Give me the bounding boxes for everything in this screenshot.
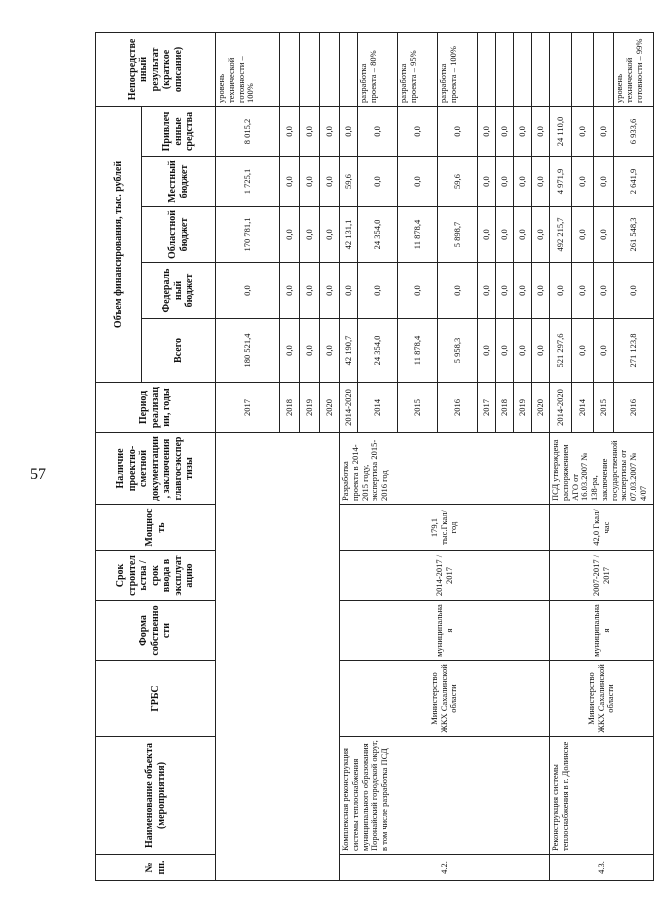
table-row [340, 32, 358, 880]
cell-period: 2015 [594, 383, 614, 433]
header-attracted: Привлеченные средства [142, 106, 216, 156]
cell-period: 2016 [438, 383, 478, 433]
cell-local: 0,0 [358, 157, 398, 207]
rotated-table-area [95, 33, 648, 881]
header-num: № пп. [96, 855, 216, 881]
table-row [216, 32, 280, 880]
object-docs: ПСД утверждена распоряжением АГО от 16.03.2007 № 138-ра, заключение государственной экспертизы от 07.03.2007 № 4/07 [550, 433, 654, 505]
cell-federal: 0,0 [358, 263, 398, 319]
cell-attracted: 0,0 [572, 106, 594, 156]
cell-attracted: 0,0 [496, 106, 514, 156]
header-term: Срок строительства / срок ввода в эксплуатацию [96, 551, 216, 601]
cell-federal: 0,0 [478, 263, 496, 319]
header-ownership: Форма собственности [96, 601, 216, 661]
object-name: Реконструкция системы теплоснабжения в г. Долинске [550, 737, 654, 855]
cell-period: 2014 [358, 383, 398, 433]
cell-result: разработка проекта – 95% [398, 32, 438, 106]
header-docs: Наличие проектно-сметной документации, заключения главгосэкспертизы [96, 433, 216, 505]
cell-federal: 0,0 [594, 263, 614, 319]
cell-regional: 0,0 [514, 207, 532, 263]
cell-local: 0,0 [478, 157, 496, 207]
cell-local: 2 641,9 [614, 157, 654, 207]
header-federal: Федеральный бюджет [142, 263, 216, 319]
cell-federal: 0,0 [438, 263, 478, 319]
cell-total: 42 190,7 [340, 319, 358, 383]
cell-period: 2020 [532, 383, 550, 433]
cell-regional: 0,0 [280, 207, 300, 263]
cell-period: 2018 [280, 383, 300, 433]
cell-local: 0,0 [398, 157, 438, 207]
header-capacity: Мощность [96, 505, 216, 551]
cell-local: 0,0 [320, 157, 340, 207]
cell-federal: 0,0 [280, 263, 300, 319]
cell-period: 2017 [478, 383, 496, 433]
cell-regional: 0,0 [572, 207, 594, 263]
cell-result [572, 32, 594, 106]
cell-federal: 0,0 [572, 263, 594, 319]
cell-total: 11 878,4 [398, 319, 438, 383]
cell-federal: 0,0 [216, 263, 280, 319]
cell-period: 2019 [300, 383, 320, 433]
cell-period: 2019 [514, 383, 532, 433]
cell-regional: 0,0 [320, 207, 340, 263]
cell-regional: 11 878,4 [398, 207, 438, 263]
rotated-table-wrapper [95, 33, 648, 881]
cell-regional: 42 131,1 [340, 207, 358, 263]
cell-period: 2015 [398, 383, 438, 433]
cell-regional: 5 898,7 [438, 207, 478, 263]
cell-regional: 0,0 [532, 207, 550, 263]
cell-regional: 492 215,7 [550, 207, 572, 263]
header-period: Период реализации, годы [96, 383, 216, 433]
cell-local: 0,0 [594, 157, 614, 207]
cell-attracted: 0,0 [594, 106, 614, 156]
cell-federal: 0,0 [514, 263, 532, 319]
cell-result [550, 32, 572, 106]
cell-result [300, 32, 320, 106]
cell-local: 1 725,1 [216, 157, 280, 207]
cell-period: 2016 [614, 383, 654, 433]
cell-federal: 0,0 [300, 263, 320, 319]
cell-result [496, 32, 514, 106]
header-result: Непосредственный результат (краткое описание) [96, 32, 216, 106]
object-ownership: муниципальная [550, 601, 654, 661]
cell-regional: 0,0 [478, 207, 496, 263]
cell-local: 0,0 [532, 157, 550, 207]
cell-attracted: 0,0 [532, 106, 550, 156]
header-financing: Объем финансирования, тыс. рублей [96, 106, 142, 382]
cell-federal: 0,0 [614, 263, 654, 319]
object-grbs: Министерство ЖКХ Сахалинской области [340, 661, 550, 737]
cell-local: 0,0 [300, 157, 320, 207]
cell-regional: 170 781,1 [216, 207, 280, 263]
cell-period: 2014-2020 [550, 383, 572, 433]
object-capacity: 42,0 Гкал/час [550, 505, 654, 551]
page-number: 57 [30, 466, 46, 483]
cell-local: 4 971,9 [550, 157, 572, 207]
cell-attracted: 0,0 [340, 106, 358, 156]
continued-object-blank [216, 433, 340, 881]
cell-attracted: 0,0 [478, 106, 496, 156]
cell-local: 59,6 [340, 157, 358, 207]
cell-attracted: 0,0 [280, 106, 300, 156]
object-ownership: муниципальная [340, 601, 550, 661]
cell-total: 0,0 [572, 319, 594, 383]
cell-total: 5 958,3 [438, 319, 478, 383]
cell-federal: 0,0 [398, 263, 438, 319]
cell-total: 0,0 [496, 319, 514, 383]
cell-federal: 0,0 [320, 263, 340, 319]
object-grbs: Министерство ЖКХ Сахалинской области [550, 661, 654, 737]
cell-result [478, 32, 496, 106]
cell-period: 2018 [496, 383, 514, 433]
cell-total: 24 354,0 [358, 319, 398, 383]
cell-local: 0,0 [280, 157, 300, 207]
cell-federal: 0,0 [340, 263, 358, 319]
cell-attracted: 0,0 [438, 106, 478, 156]
cell-result [594, 32, 614, 106]
object-term: 2014-2017 / 2017 [340, 551, 550, 601]
table-row [550, 32, 572, 880]
cell-federal: 0,0 [532, 263, 550, 319]
cell-period: 2017 [216, 383, 280, 433]
cell-total: 0,0 [532, 319, 550, 383]
object-docs: Разработка проекта в 2014-2015 году, экспертиза 2015-2016 год [340, 433, 550, 505]
cell-period: 2020 [320, 383, 340, 433]
object-term: 2007-2017 / 2017 [550, 551, 654, 601]
cell-total: 521 297,6 [550, 319, 572, 383]
cell-result [532, 32, 550, 106]
cell-attracted: 0,0 [514, 106, 532, 156]
cell-regional: 261 548,3 [614, 207, 654, 263]
header-regional: Областной бюджет [142, 207, 216, 263]
cell-total: 180 521,4 [216, 319, 280, 383]
cell-result: уровень технической готовности – 99% [614, 32, 654, 106]
cell-result: разработка проекта – 100% [438, 32, 478, 106]
cell-result [320, 32, 340, 106]
object-name: Комплексная реконструкция системы теплоснабжения муниципального образования Поронайский городской округ, в том числе разработка ПСД [340, 737, 550, 855]
cell-total: 0,0 [478, 319, 496, 383]
cell-regional: 0,0 [300, 207, 320, 263]
financing-table [95, 32, 654, 881]
cell-local: 0,0 [572, 157, 594, 207]
cell-attracted: 0,0 [320, 106, 340, 156]
cell-total: 0,0 [514, 319, 532, 383]
object-number: 4.3. [550, 855, 654, 881]
cell-total: 0,0 [300, 319, 320, 383]
header-local: Местный бюджет [142, 157, 216, 207]
header-total: Всего [142, 319, 216, 383]
object-capacity: 179,1 тыс.Гкал/год [340, 505, 550, 551]
cell-regional: 0,0 [496, 207, 514, 263]
cell-total: 0,0 [280, 319, 300, 383]
header-name: Наименование объекта (мероприятия) [96, 737, 216, 855]
cell-attracted: 6 933,6 [614, 106, 654, 156]
cell-total: 0,0 [594, 319, 614, 383]
cell-attracted: 0,0 [398, 106, 438, 156]
cell-attracted: 0,0 [358, 106, 398, 156]
cell-result [514, 32, 532, 106]
cell-federal: 0,0 [496, 263, 514, 319]
cell-total: 0,0 [320, 319, 340, 383]
table-body [216, 32, 654, 880]
cell-total: 271 123,8 [614, 319, 654, 383]
cell-period: 2014 [572, 383, 594, 433]
object-number: 4.2. [340, 855, 550, 881]
cell-attracted: 24 110,0 [550, 106, 572, 156]
cell-local: 0,0 [496, 157, 514, 207]
cell-result [340, 32, 358, 106]
header-grbs: ГРБС [96, 661, 216, 737]
cell-local: 0,0 [514, 157, 532, 207]
cell-period: 2014-2020 [340, 383, 358, 433]
cell-result [280, 32, 300, 106]
cell-regional: 24 354,0 [358, 207, 398, 263]
cell-result: разработка проекта – 80% [358, 32, 398, 106]
cell-attracted: 0,0 [300, 106, 320, 156]
cell-local: 59,6 [438, 157, 478, 207]
cell-federal: 0,0 [550, 263, 572, 319]
cell-attracted: 8 015,2 [216, 106, 280, 156]
cell-result: уровень технической готовности – 100% [216, 32, 280, 106]
cell-regional: 0,0 [594, 207, 614, 263]
